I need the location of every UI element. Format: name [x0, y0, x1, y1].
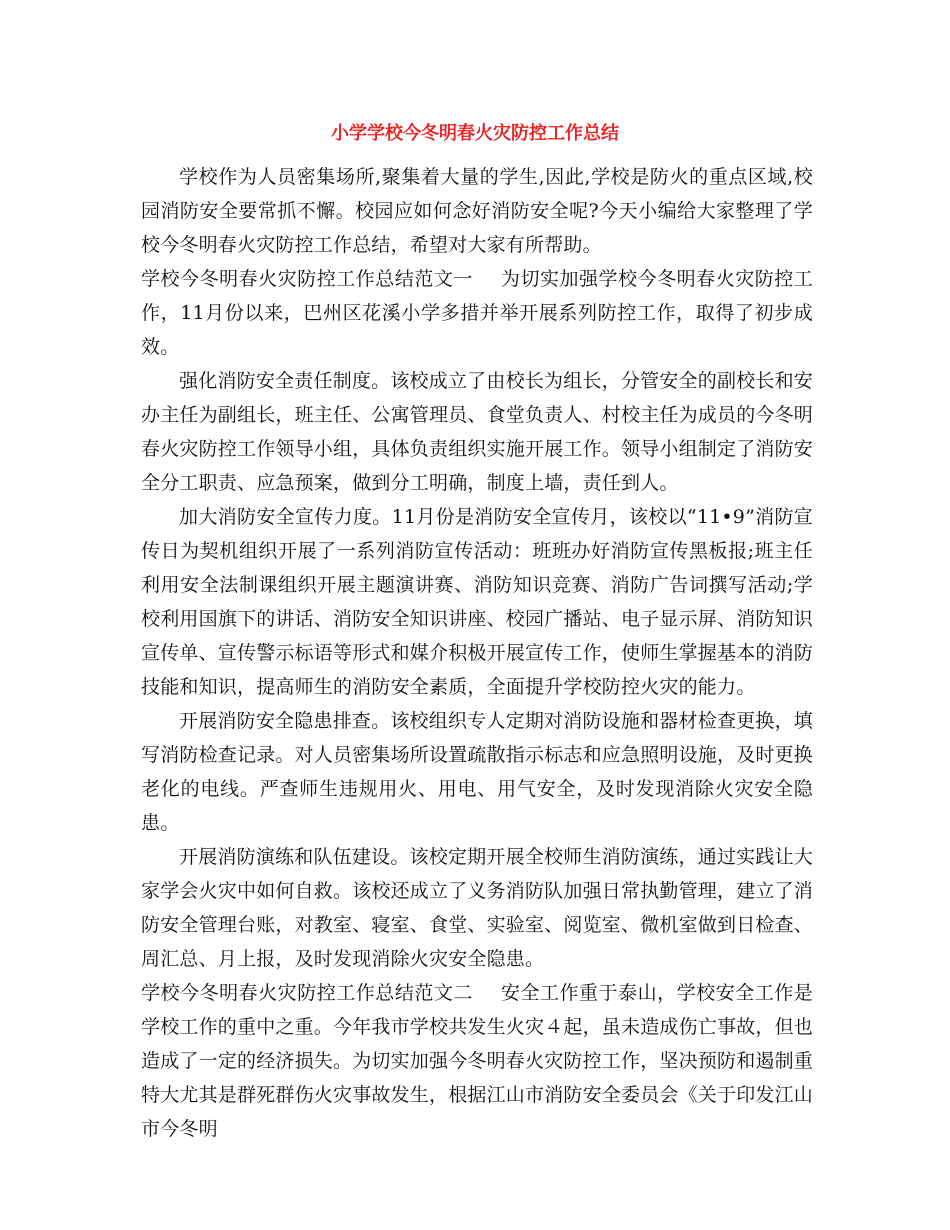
- document-title: 小学学校今冬明春火灾防控工作总结: [331, 123, 619, 144]
- section-1-opening: [141, 262, 813, 364]
- section-1-lead: 为切实加强学校今冬明春火灾防控工作，11月份以来，巴州区花溪小学多措并举开展系列防控工作，取得了初步成效。: [141, 268, 813, 358]
- paragraph-responsibility: 强化消防安全责任制度。该校成立了由校长为组长，分管安全的副校长和安办主任为副组长，班主任、公寓管理员、食堂负责人、村校主任为成员的今冬明春火灾防控工作领导小组，具体负责组织实施开展工作。领导小组制定了消防安全分工职责、应急预案，做到分工明确，制度上墙，责任到人。: [141, 370, 814, 494]
- document-body: [141, 160, 813, 1146]
- intro-paragraph: 学校作为人员密集场所,聚集着大量的学生,因此,学校是防火的重点区域,校园消防安全要常抓不懈。校园应如何念好消防安全呢?今天小编给大家整理了学校今冬明春火灾防控工作总结，希望对大家有所帮助。: [141, 166, 813, 256]
- section-2-heading: 学校今冬明春火灾防控工作总结范文二: [141, 982, 473, 1004]
- section-2-opening: [141, 976, 813, 1146]
- paragraph-publicity: 加大消防安全宣传力度。11月份是消防安全宣传月，该校以“11•9”消防宣传日为契机组织开展了一系列消防宣传活动：班班办好消防宣传黑板报;班主任利用安全法制课组织开展主题演讲赛、消防知识竞赛、消防广告词撰写活动;学校利用国旗下的讲话、消防安全知识讲座、校园广播站、电子显示屏、消防知识宣传单、宣传警示标语等形式和媒介积极开展宣传工作，使师生掌握基本的消防技能和知识，提高师生的消防安全素质，全面提升学校防控火灾的能力。: [141, 506, 814, 698]
- section-2-lead: 安全工作重于泰山，学校安全工作是学校工作的重中之重。今年我市学校共发生火灾４起，虽未造成伤亡事故，但也造成了一定的经济损失。为切实加强今冬明春火灾防控工作，坚决预防和遏制重特大尤其是群死群伤火灾事故发生，根据江山市消防安全委员会《关于印发江山市今冬明: [141, 982, 814, 1140]
- paragraph-drills-team: 开展消防演练和队伍建设。该校定期开展全校师生消防演练，通过实践让大家学会火灾中如何自救。该校还成立了义务消防队加强日常执勤管理，建立了消防安全管理台账，对教室、寝室、食堂、实验室、阅览室、微机室做到日检查、周汇总、月上报，及时发现消除火灾安全隐患。: [141, 846, 814, 970]
- paragraph-hazard-inspection: 开展消防安全隐患排查。该校组织专人定期对消防设施和器材检查更换，填写消防检查记录。对人员密集场所设置疏散指示标志和应急照明设施，及时更换老化的电线。严查师生违规用火、用电、用气安全，及时发现消除火灾安全隐患。: [141, 710, 814, 834]
- section-1-heading: 学校今冬明春火灾防控工作总结范文一: [141, 268, 473, 290]
